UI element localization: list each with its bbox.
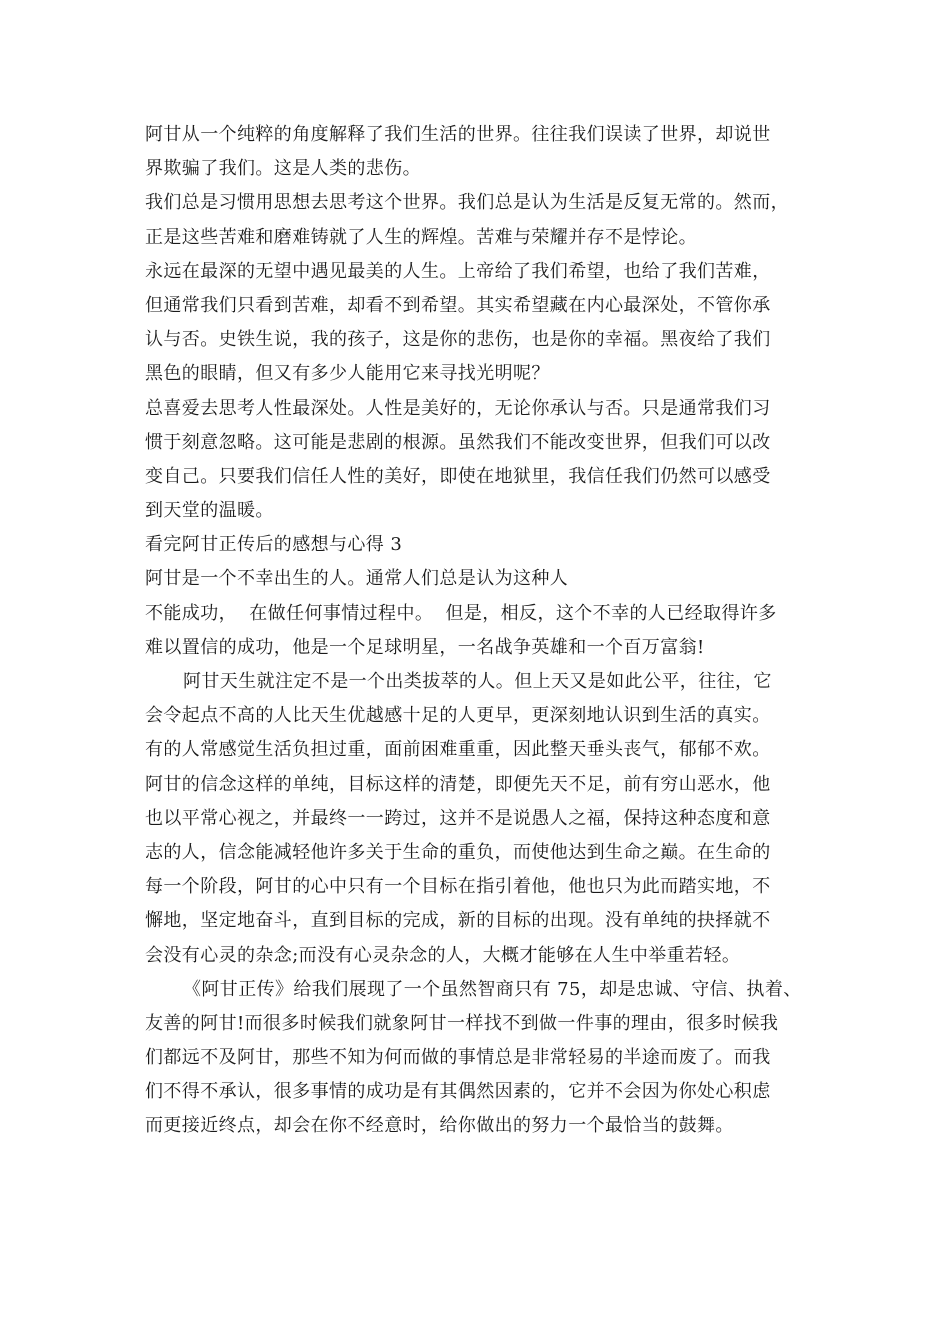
text-line: 有的人常感觉生活负担过重，面前困难重重，因此整天垂头丧气，郁郁不欢。 bbox=[145, 739, 771, 761]
text-line: 认与否。史铁生说，我的孩子，这是你的悲伤，也是你的幸福。黑夜给了我们 bbox=[145, 329, 771, 351]
text-line: 志的人，信念能减轻他许多关于生命的重负，而使他达到生命之巅。在生命的 bbox=[145, 841, 771, 863]
text-line: 不能成功， 在做任何事情过程中。 但是，相反，这个不幸的人已经取得许多 bbox=[145, 602, 777, 624]
text-line: 难以置信的成功，他是一个足球明星，一名战争英雄和一个百万富翁! bbox=[145, 636, 705, 658]
text-line: 阿甘是一个不幸出生的人。通常人们总是认为这种人 bbox=[145, 568, 569, 590]
text-line: 变自己。只要我们信任人性的美好，即使在地狱里，我信任我们仍然可以感受 bbox=[145, 465, 771, 487]
text-line: 也以平常心视之，并最终一一跨过，这并不是说愚人之福，保持这种态度和意 bbox=[145, 807, 771, 829]
text-line: 阿甘天生就注定不是一个出类拔萃的人。但上天又是如此公平，往往，它 bbox=[183, 671, 772, 692]
text-line: 阿甘的信念这样的单纯，目标这样的清楚，即便先天不足，前有穷山恶水，他 bbox=[145, 773, 771, 795]
text-line: 们都远不及阿甘，那些不知为何而做的事情总是非常轻易的半途而废了。而我 bbox=[145, 1047, 771, 1069]
text-line: 永远在最深的无望中遇见最美的人生。上帝给了我们希望，也给了我们苦难， bbox=[145, 260, 771, 282]
text-line: 惯于刻意忽略。这可能是悲剧的根源。虽然我们不能改变世界，但我们可以改 bbox=[145, 431, 771, 453]
text-line: 而更接近终点，却会在你不经意时，给你做出的努力一个最恰当的鼓舞。 bbox=[145, 1115, 734, 1137]
document-body bbox=[145, 118, 815, 1144]
text-line: 阿甘从一个纯粹的角度解释了我们生活的世界。往往我们误读了世界，却说世 bbox=[145, 124, 771, 145]
text-line: 会没有心灵的杂念;而没有心灵杂念的人，大概才能够在人生中举重若轻。 bbox=[145, 944, 741, 966]
text-line: 黑色的眼睛，但又有多少人能用它来寻找光明呢？ bbox=[145, 363, 550, 385]
text-line: 我们总是习惯用思想去思考这个世界。我们总是认为生活是反复无常的。然而， bbox=[145, 192, 789, 214]
text-line: 但通常我们只看到苦难，却看不到希望。其实希望藏在内心最深处，不管你承 bbox=[145, 294, 771, 316]
text-line: 到天堂的温暖。 bbox=[145, 500, 274, 522]
text-line: 正是这些苦难和磨难铸就了人生的辉煌。苦难与荣耀并存不是悖论。 bbox=[145, 226, 697, 248]
text-line: 《阿甘正传》给我们展现了一个虽然智商只有 75，却是忠诚、守信、执着、 bbox=[183, 978, 802, 1000]
text-line: 们不得不承认，很多事情的成功是有其偶然因素的，它并不会因为你处心积虑 bbox=[145, 1081, 771, 1103]
text-line: 每一个阶段，阿甘的心中只有一个目标在指引着他，他也只为此而踏实地，不 bbox=[145, 876, 771, 898]
text-line: 会令起点不高的人比天生优越感十足的人更早，更深刻地认识到生活的真实。 bbox=[145, 705, 771, 727]
text-line: 界欺骗了我们。这是人类的悲伤。 bbox=[145, 158, 421, 180]
section-heading: 看完阿甘正传后的感想与心得 3 bbox=[145, 534, 403, 556]
text-line: 友善的阿甘!而很多时候我们就象阿甘一样找不到做一件事的理由，很多时候我 bbox=[145, 1012, 779, 1034]
text-line: 总喜爱去思考人性最深处。人性是美好的，无论你承认与否。只是通常我们习 bbox=[145, 397, 771, 419]
text-line: 懈地，坚定地奋斗，直到目标的完成，新的目标的出现。没有单纯的抉择就不 bbox=[145, 910, 771, 932]
